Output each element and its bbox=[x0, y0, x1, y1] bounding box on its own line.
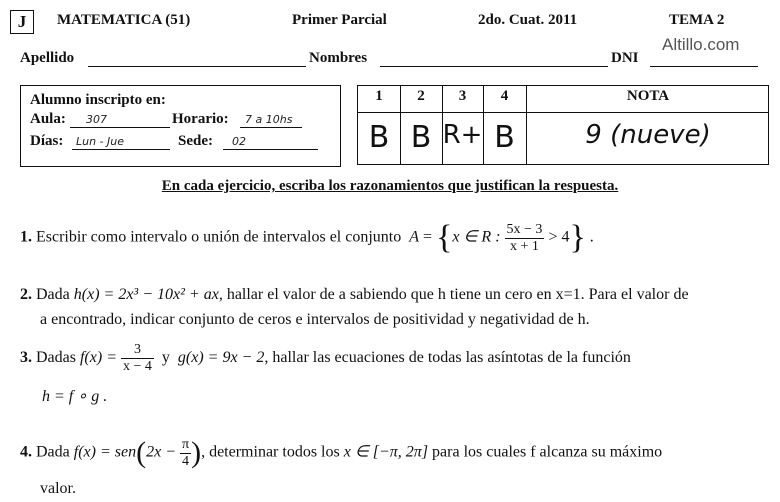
question-3-text: , hallar las ecuaciones de todas las asíntotas de la función bbox=[264, 349, 631, 367]
close-paren: ) bbox=[191, 436, 202, 469]
horario-field[interactable] bbox=[240, 127, 302, 128]
open-brace: { bbox=[436, 219, 453, 256]
q3-frac-num: 3 bbox=[121, 342, 154, 359]
enrollment-title: Alumno inscripto en: bbox=[30, 92, 166, 108]
q4-arg: 2x − bbox=[146, 443, 176, 461]
exam-name: Primer Parcial bbox=[292, 12, 387, 28]
question-4-line2: valor. bbox=[40, 480, 76, 497]
nota-value: 9 (nueve) bbox=[585, 120, 711, 150]
dias-label: Días: bbox=[30, 133, 64, 149]
sede-label: Sede: bbox=[178, 133, 213, 149]
aula-field[interactable] bbox=[70, 127, 170, 128]
grade-table bbox=[357, 85, 769, 165]
sede-value: 02 bbox=[232, 135, 246, 148]
grade-header-4: 4 bbox=[500, 88, 509, 104]
question-2-text: , hallar el valor de a sabiendo que h tiene un cero en x=1. Para el valor de bbox=[218, 286, 689, 303]
aula-value: 307 bbox=[86, 113, 107, 126]
set-condition: x ∈ R : bbox=[452, 228, 501, 246]
grade-header-1: 1 bbox=[375, 88, 383, 104]
q4-frac-num: π bbox=[182, 436, 190, 452]
q4-fraction bbox=[180, 437, 191, 470]
q1-frac-num: 5x − 3 bbox=[506, 221, 543, 237]
nota-header: NOTA bbox=[626, 88, 670, 104]
watermark: Altillo.com bbox=[662, 35, 740, 54]
exam-term: 2do. Cuat. 2011 bbox=[478, 12, 578, 28]
question-4-number: 4. bbox=[20, 443, 32, 461]
grade-mark-2: B bbox=[410, 120, 432, 155]
apellido-field[interactable] bbox=[88, 66, 306, 67]
open-paren: ( bbox=[136, 436, 147, 469]
q4-domain: x ∈ [−π, 2π] bbox=[343, 443, 429, 461]
exam-tema: TEMA 2 bbox=[669, 12, 725, 28]
exam-letter-box: J bbox=[10, 10, 34, 34]
q1-relation: > 4 bbox=[548, 228, 570, 246]
question-1-number: 1. bbox=[20, 228, 32, 246]
grade-mark-1: B bbox=[368, 120, 390, 155]
q3-fraction bbox=[121, 342, 154, 375]
horario-label: Horario: bbox=[172, 111, 229, 127]
grade-header-divider bbox=[358, 112, 768, 113]
close-brace: } bbox=[569, 219, 586, 256]
q3-frac-den: x − 4 bbox=[122, 359, 152, 374]
question-4 bbox=[20, 436, 662, 470]
question-4-text-end: para los cuales f alcanza su máximo bbox=[432, 443, 663, 461]
q3-y: y bbox=[161, 349, 170, 367]
set-name: A bbox=[409, 228, 420, 246]
q4-f-label: f(x) = sen bbox=[73, 443, 137, 461]
q2-function: h(x) = 2x³ − 10x² + ax bbox=[73, 286, 219, 303]
q1-frac-den: x + 1 bbox=[510, 238, 539, 254]
question-3 bbox=[20, 342, 631, 375]
horario-value: 7 a 10hs bbox=[245, 113, 293, 126]
grade-mark-3: R+ bbox=[442, 120, 483, 150]
sede-field[interactable] bbox=[223, 149, 318, 150]
grade-header-2: 2 bbox=[417, 88, 425, 104]
instruction: En cada ejercicio, escriba los razonamientos que justifican la respuesta. bbox=[161, 178, 619, 194]
q3-g-function: g(x) = 9x − 2 bbox=[177, 349, 265, 367]
question-2 bbox=[20, 286, 689, 304]
question-3-lead: Dadas bbox=[36, 349, 76, 367]
q4-frac-den: 4 bbox=[182, 453, 190, 469]
question-3-number: 3. bbox=[20, 349, 32, 367]
question-4-lead: Dada bbox=[36, 443, 70, 461]
course-title: MATEMATICA (51) bbox=[57, 12, 191, 28]
question-2-line2: a encontrado, indicar conjunto de ceros e intervalos de positividad y negatividad de h. bbox=[40, 311, 590, 328]
q3-composition: h = f ∘ g . bbox=[42, 388, 108, 405]
question-4-text: , determinar todos los bbox=[201, 443, 340, 461]
grade-header-3: 3 bbox=[458, 88, 467, 104]
dni-field[interactable] bbox=[650, 66, 758, 67]
apellido-label: Apellido bbox=[20, 50, 75, 66]
q3-f-label: f(x) = bbox=[79, 349, 117, 367]
nombres-field[interactable] bbox=[380, 66, 608, 67]
dias-field[interactable] bbox=[72, 149, 170, 150]
question-2-lead: Dada bbox=[36, 286, 70, 303]
grade-mark-4: B bbox=[494, 120, 515, 155]
question-3-line2 bbox=[42, 386, 107, 406]
nombres-label: Nombres bbox=[309, 50, 368, 66]
dni-label: DNI bbox=[611, 50, 639, 66]
question-1: 1. Escribir como intervalo o unión de intervalos el conjunto A = {x ∈ R : $\frac{5x - 3}{x + 1}$ > 4} . bbox=[20, 219, 594, 256]
dias-value: Lun - Jue bbox=[76, 135, 125, 148]
aula-label: Aula: bbox=[30, 111, 66, 127]
q1-fraction bbox=[505, 222, 545, 255]
question-2-number: 2. bbox=[20, 286, 32, 303]
question-1-text: Escribir como intervalo o unión de intervalos el conjunto bbox=[36, 228, 402, 246]
